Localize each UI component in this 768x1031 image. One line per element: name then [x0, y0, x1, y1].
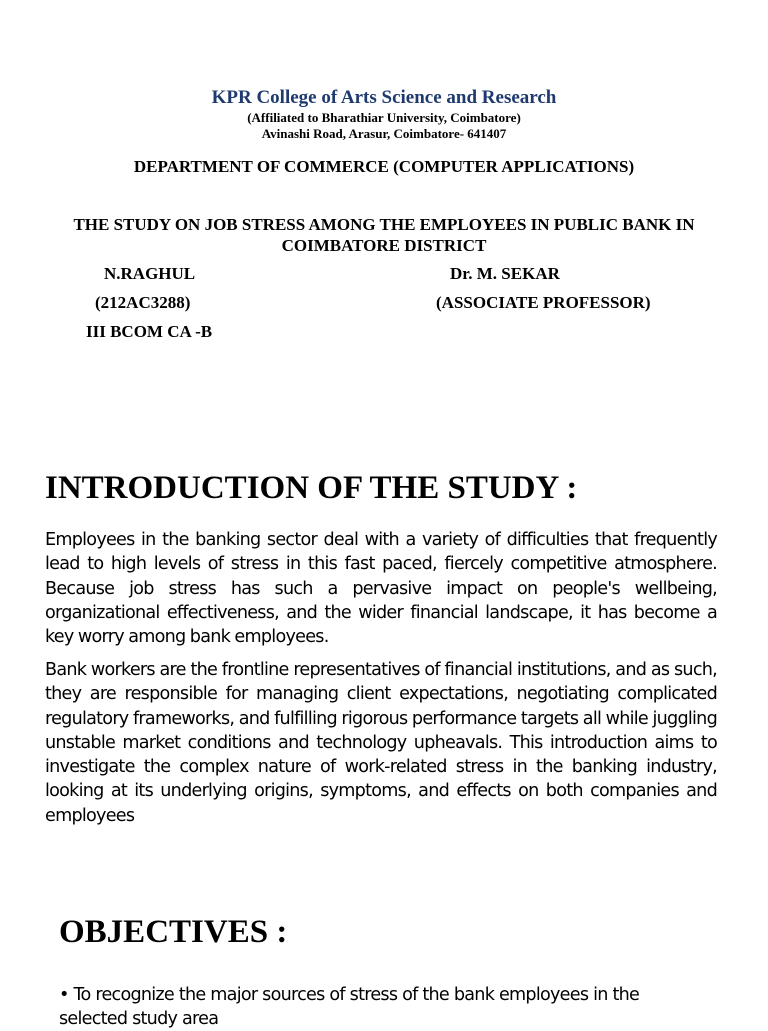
affiliation-block — [0, 110, 768, 142]
objective-text: To recognize the major sources of stress of the bank employees in the selected study area — [59, 985, 640, 1029]
introduction-paragraph-2: Bank workers are the frontline representatives of financial institutions, and as such, they are responsible for managing client expectations, negotiating complicated regulatory frameworks, and fulfilling rigorous performance targets all while juggling unstable market conditions and technology upheavals. This introduction aims to investigate the complex nature of work-related stress in the banking industry, looking at its underlying origins, symptoms, and effects on both companies and employees — [45, 660, 717, 826]
student-reg-no: (212AC3288) — [95, 293, 191, 312]
guide-name: Dr. M. SEKAR — [450, 264, 560, 283]
department-name: DEPARTMENT OF COMMERCE (COMPUTER APPLICATIONS) — [133, 157, 635, 176]
affiliation-line: (Affiliated to Bharathiar University, Coimbatore) — [247, 110, 521, 125]
guide-designation: (ASSOCIATE PROFESSOR) — [436, 293, 651, 312]
objectives-heading: OBJECTIVES : — [59, 914, 288, 950]
study-title: THE STUDY ON JOB STRESS AMONG THE EMPLOYEES IN PUBLIC BANK IN COIMBATORE DISTRICT — [73, 215, 695, 255]
student-name: N.RAGHUL — [104, 264, 196, 283]
introduction-heading: INTRODUCTION OF THE STUDY : — [45, 470, 578, 506]
college-name: KPR College of Arts Science and Research — [211, 87, 557, 108]
address-line: Avinashi Road, Arasur, Coimbatore- 641407 — [261, 126, 507, 141]
student-class: III BCOM CA -B — [86, 322, 213, 341]
introduction-paragraph-1: Employees in the banking sector deal with a variety of difficulties that frequently lead to high levels of stress in this fast paced, fiercely competitive atmosphere. Because job stress has such a pervasive impact on people's wellbeing, organizational effectiveness, and the wider financial landscape, it has become a key worry among bank employees. — [45, 530, 717, 648]
bullet-icon: • — [59, 985, 69, 1005]
